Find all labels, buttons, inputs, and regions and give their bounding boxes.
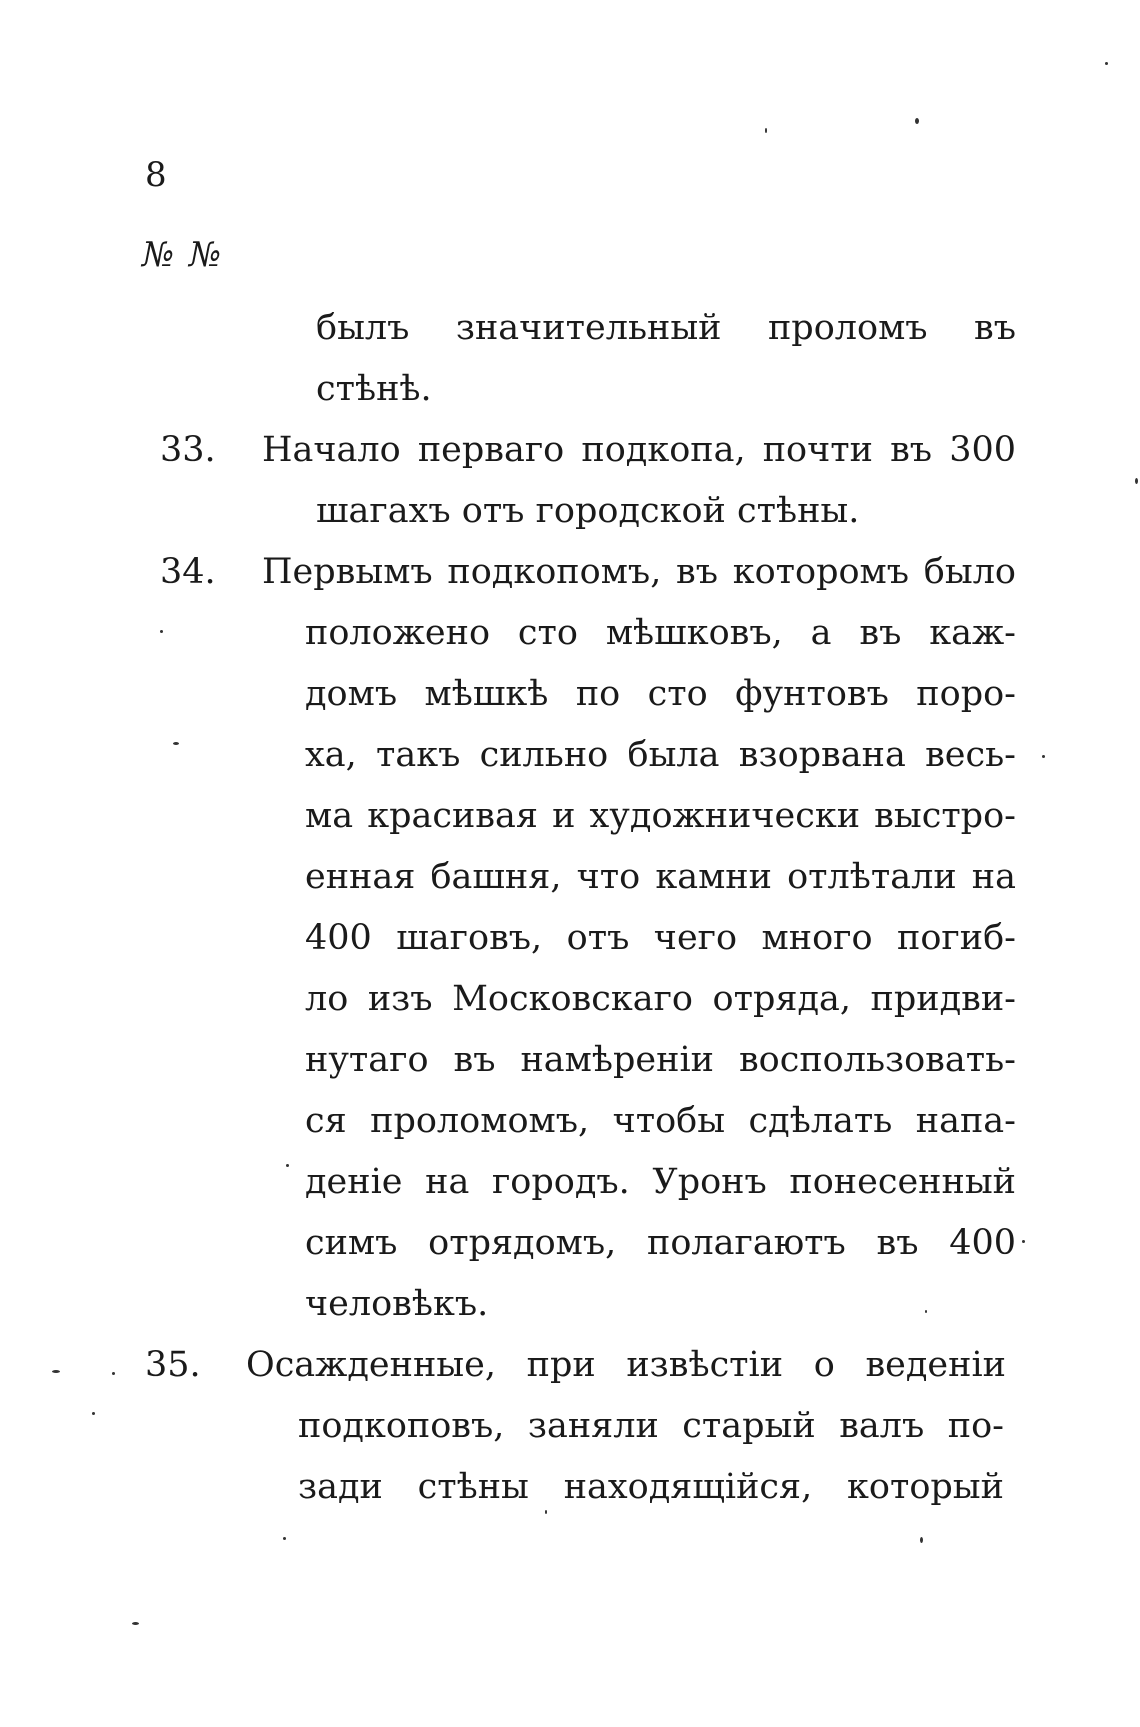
speck — [112, 1372, 115, 1375]
text-line: зади стѣны находящійся, который — [298, 1467, 1004, 1507]
text-line: человѣкъ. — [305, 1284, 489, 1324]
speck — [52, 1370, 60, 1373]
text-line: Начало перваго подкопа, почти въ 300 — [262, 430, 1016, 470]
text-line: Первымъ подкопомъ, въ которомъ было — [262, 552, 1016, 592]
text-line: енная башня, что камни отлѣтали на — [305, 857, 1016, 897]
entry-35 — [0, 1335, 1140, 1518]
speck — [132, 1622, 139, 1625]
speck — [1135, 478, 1138, 484]
text-line: стѣнѣ. — [316, 369, 432, 409]
text-line: ся проломомъ, чтобы сдѣлать напа- — [305, 1101, 1016, 1141]
numero-column-mark: № № — [142, 235, 224, 275]
text-line: домъ мѣшкѣ по сто фунтовъ поро- — [305, 674, 1016, 714]
text-line: 400 шаговъ, отъ чего много погиб- — [305, 918, 1016, 958]
text-line: ло изъ Московскаго отряда, придви- — [305, 979, 1016, 1019]
page-body — [0, 298, 1140, 1518]
continued-entry — [0, 298, 1140, 420]
speck — [915, 118, 919, 124]
text-line: нутаго въ намѣреніи воспользовать- — [305, 1040, 1016, 1080]
text-line: ха, такъ сильно была взорвана весь- — [305, 735, 1016, 775]
speck — [1105, 62, 1108, 65]
text-line: шагахъ отъ городской стѣны. — [316, 491, 860, 531]
speck — [1042, 755, 1045, 758]
speck — [920, 1537, 923, 1543]
page-number: 8 — [145, 155, 167, 195]
speck — [92, 1412, 95, 1415]
text-line: подкоповъ, заняли старый валъ по- — [298, 1406, 1004, 1446]
entry-34 — [0, 542, 1140, 1335]
speck — [160, 630, 163, 633]
entry-33 — [0, 420, 1140, 542]
speck — [283, 1537, 286, 1540]
entry-number: 33. — [160, 430, 216, 470]
speck — [1022, 1240, 1025, 1243]
text-line: Осажденные, при извѣстіи о веденіи — [246, 1345, 1006, 1385]
text-line: симъ отрядомъ, полагаютъ въ 400 — [305, 1223, 1016, 1263]
entry-number: 35. — [145, 1345, 201, 1385]
entry-number: 34. — [160, 552, 216, 592]
text-line: былъ значительный проломъ въ — [316, 308, 1016, 348]
text-line: деніе на городъ. Уронъ понесенный — [305, 1162, 1016, 1202]
speck — [765, 128, 767, 133]
speck — [173, 742, 179, 745]
text-line: положено сто мѣшковъ, а въ каж- — [305, 613, 1016, 653]
speck — [545, 1510, 547, 1514]
speck — [925, 1310, 927, 1313]
speck — [286, 1164, 289, 1167]
text-line: ма красивая и художнически выстро- — [305, 796, 1016, 836]
